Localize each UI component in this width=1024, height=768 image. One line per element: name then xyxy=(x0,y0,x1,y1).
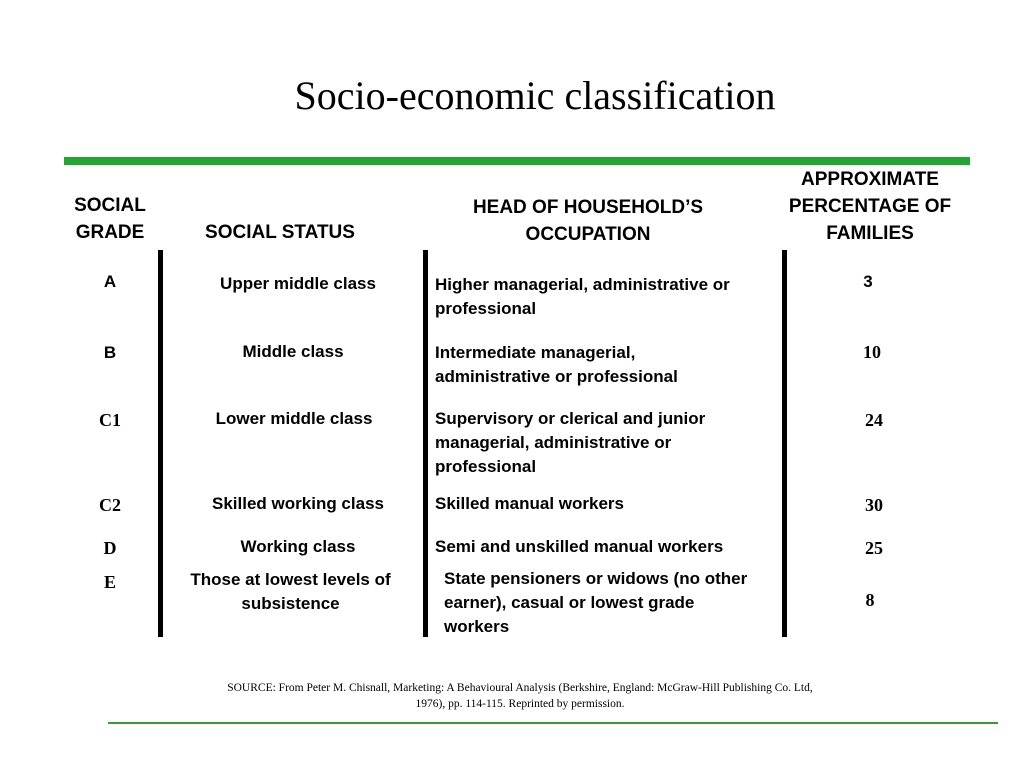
top-green-rule xyxy=(64,157,970,165)
grade-cell: C1 xyxy=(99,410,121,430)
grade-cell: A xyxy=(103,272,117,291)
header-percentage: APPROXIMATE PERCENTAGE OF FAMILIES xyxy=(788,169,952,244)
grade-cell: E xyxy=(103,572,116,592)
header-social-grade: SOCIAL GRADE xyxy=(74,195,146,243)
occupation-cell: Semi and unskilled manual workers xyxy=(435,537,724,556)
occupation-cell: Supervisory or clerical and junior managerial, administrative or professional xyxy=(435,409,706,476)
status-cell: Skilled working class xyxy=(212,494,384,513)
occupation-cell: Higher managerial, administrative or professional xyxy=(435,275,730,318)
header-occupation: HEAD OF HOUSEHOLD’S OCCUPATION xyxy=(472,197,704,245)
percentage-cell: 10 xyxy=(863,342,881,362)
grade-cell: D xyxy=(103,538,117,558)
percentage-cell: 25 xyxy=(865,538,883,558)
bottom-green-rule xyxy=(108,722,998,724)
percentage-cell: 24 xyxy=(865,410,883,430)
page-title: Socio-economic classification xyxy=(294,73,776,118)
percentage-cell: 30 xyxy=(865,495,883,515)
percentage-cell: 8 xyxy=(865,590,875,610)
percentage-cell: 3 xyxy=(863,272,873,291)
column-divider-2 xyxy=(423,250,428,637)
status-cell: Upper middle class xyxy=(220,274,376,293)
header-social-status: SOCIAL STATUS xyxy=(205,222,355,243)
grade-cell: C2 xyxy=(99,495,121,515)
status-cell: Middle class xyxy=(242,342,344,361)
occupation-cell: State pensioners or widows (no other earner), casual or lowest grade workers xyxy=(444,569,748,636)
occupation-cell: Skilled manual workers xyxy=(435,494,624,513)
status-cell: Lower middle class xyxy=(215,409,373,428)
grade-cell: B xyxy=(103,343,117,362)
status-cell: Those at lowest levels of subsistence xyxy=(190,570,391,613)
status-cell: Working class xyxy=(240,537,356,556)
occupation-cell: Intermediate managerial, administrative or professional xyxy=(435,343,678,386)
source-citation: SOURCE: From Peter M. Chisnall, Marketing: A Behavioural Analysis (Berkshire, England: McGraw-Hill Publishing Co. Ltd, 1976), pp. 114-115. Reprinted by permission. xyxy=(227,682,813,710)
